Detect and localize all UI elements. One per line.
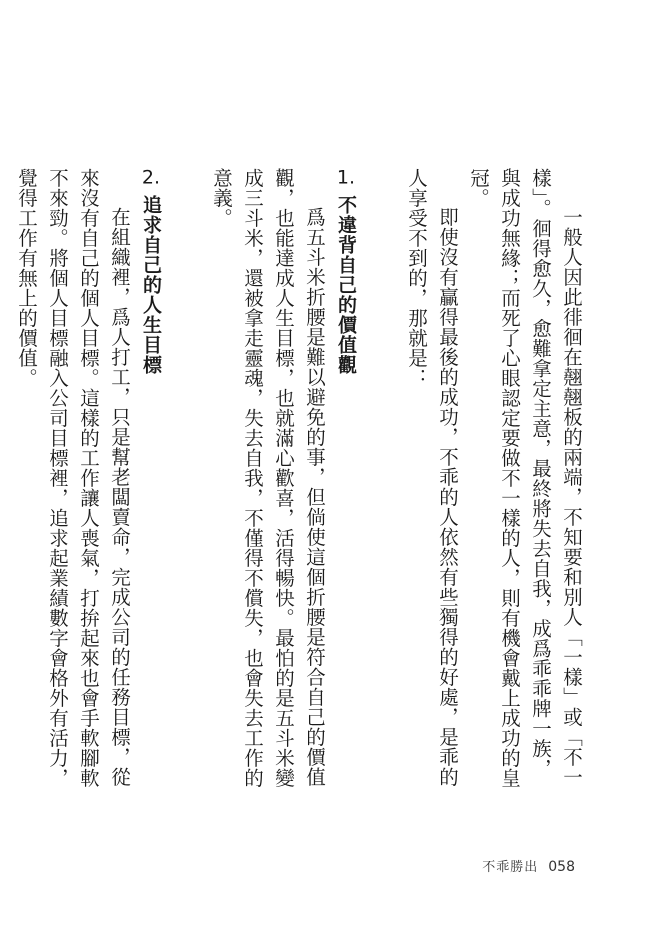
section-heading-2 <box>135 168 166 788</box>
section-body-1: 爲五斗米折腰是難以避免的事，但倘使這個折腰是符合自己的價值觀，也能達成人生目標，也就滿心歡喜，活得暢快。最怕的是五斗米變成三斗米，還被拿走靈魂，失去自我，不僅得不償失，也會失去工作的意義。 <box>210 168 326 788</box>
section-number-1: 1. <box>336 168 356 187</box>
section-title-2: 追求自己的人生目標 <box>140 194 162 375</box>
paragraph-benefits-lead: 即使沒有贏得最後的成功，不乖的人依然有些獨得的好處，是乖的人享受不到的，那就是： <box>405 168 459 787</box>
section-number-2: 2. <box>141 168 161 187</box>
section-body-2: 在組織裡，爲人打工，只是幫老闆賣命，完成公司的任務目標，從來沒有自己的個人目標。這樣的工作讓人喪氣，打拚起來也會手軟腳軟不來勁。將個人目標融入公司目標裡，追求起業績數字會格外有活力，覺得工作有無上的價值。 <box>15 168 131 788</box>
section-title-1: 不違背自己的價值觀 <box>335 194 357 375</box>
vertical-text-body <box>0 168 587 788</box>
paragraph-intro: 一般人因此徘徊在翹翹板的兩端，不知要和別人「一樣」或「不一樣」。徊得愈久，愈難拿定主意，最終將失去自我，成爲乖乖牌一族，與成功無緣；而死了心眼認定要做不一樣的人，則有機會戴上成功的皇冠。 <box>467 168 583 788</box>
page-footer <box>0 856 575 875</box>
section-heading-1 <box>330 168 361 788</box>
book-title: 不乖勝出 <box>482 860 539 875</box>
page-number: 058 <box>548 859 575 875</box>
